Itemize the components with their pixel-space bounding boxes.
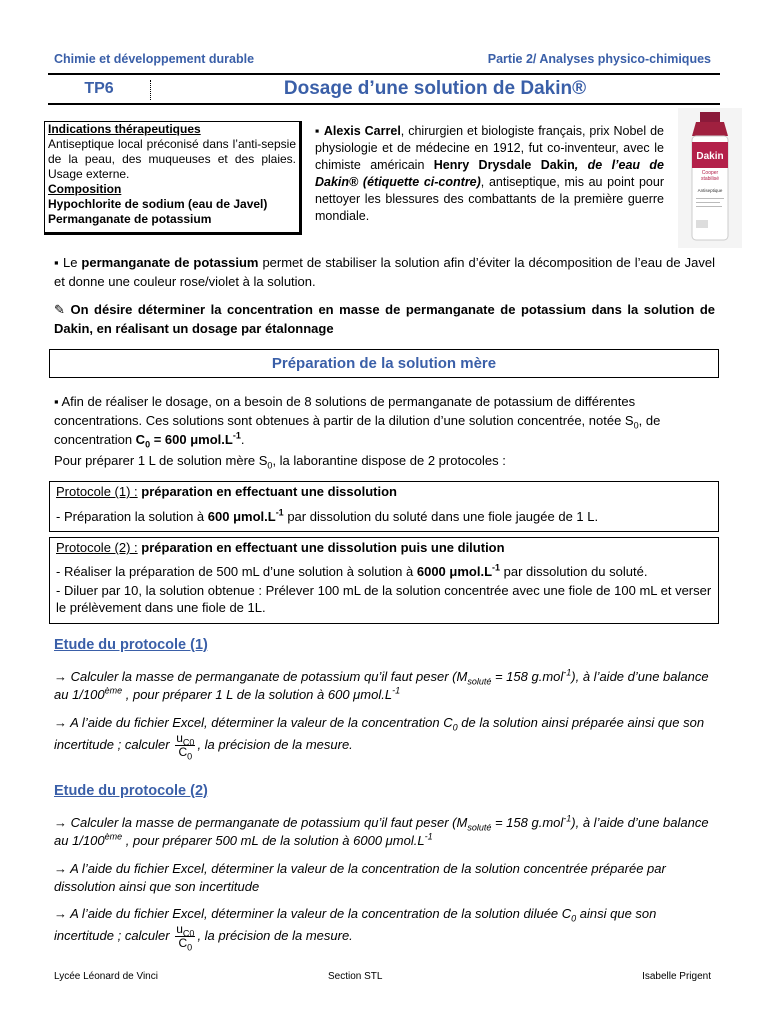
title-top-rule: [48, 73, 720, 75]
info-composition-line1: Hypochlorite de sodium (eau de Javel): [48, 197, 268, 211]
section-preparation-title: Préparation de la solution mère: [271, 355, 497, 372]
protocol1-exp: -1: [275, 507, 284, 518]
etude2-q1-sub: soluté: [467, 822, 492, 833]
bottle-brand: Dakin: [696, 151, 724, 162]
etude2-q1-exp2: -1: [424, 831, 433, 842]
info-heading-indications: Indications thérapeutiques: [48, 122, 201, 136]
pencil-icon: ✎: [54, 302, 65, 317]
frac2-den-sub: 0: [187, 942, 193, 953]
intro-italic: , de l’eau de Dakin® (étiquette ci-contre): [315, 158, 664, 189]
info-heading-composition: Composition: [48, 182, 122, 196]
permanganate-paragraph: [54, 253, 715, 291]
etude2-q1-d: , pour préparer 500 mL de la solution à 6000 μmol.L: [122, 833, 425, 848]
section-preparation-box: [49, 349, 719, 378]
etude1-q1-exp: -1: [563, 667, 572, 678]
etude2-title: Etude du protocole (2): [54, 783, 208, 799]
etude1-fraction: [175, 731, 195, 762]
permanganate-bold: permanganate de potassium: [81, 255, 259, 270]
frac2-num: u: [176, 922, 183, 936]
etude1-q1: [54, 668, 715, 704]
prep-s0-sub: 0: [633, 420, 639, 431]
bottle-sub1: Cooper: [701, 170, 719, 176]
protocol1-box: [49, 481, 719, 532]
etude2-q3: [54, 905, 715, 953]
protocol2-title: préparation en effectuant une dissolution puis une dilution: [137, 540, 505, 555]
prep-text4: , la laborantine dispose de 2 protocoles :: [272, 453, 506, 468]
etude1-q1-a: → Calculer la masse de permanganate de potassium qu’il faut peser (M: [54, 669, 468, 684]
etude1-q1-c: ), à l’aide d’une balance au 1/100: [54, 669, 709, 702]
intro-paragraph: [315, 123, 664, 225]
header-right: Partie 2/ Analyses physico-chimiques: [487, 52, 711, 66]
protocol1-heading: [56, 483, 712, 500]
prep-text2: , de concentration: [54, 413, 661, 447]
protocol1-line: [56, 508, 712, 525]
protocol2-line1-a: - Réaliser la préparation de 500 mL d’une solution à solution à: [56, 564, 417, 579]
etude2-q3-c: , la précision de la mesure.: [197, 927, 353, 943]
bottle-label3: Antiseptique: [697, 188, 723, 193]
prep-text1: ▪ Afin de réaliser le dosage, on a besoin de 8 solutions de permanganate de potassium de différentes concentrations. Ces solutions sont obtenues à partir de la dilution d’une solution concentrée, notée S: [54, 394, 636, 428]
intro-name-dakin: Henry Drysdale Dakin: [433, 158, 575, 172]
protocol1-line-a: - Préparation la solution à: [56, 509, 208, 524]
prep-c0: C: [135, 432, 146, 447]
etude1-q2: [54, 714, 715, 762]
title-bar: [48, 76, 718, 104]
title-bottom-rule: [48, 103, 720, 105]
etude1-q2-a: → A l’aide du fichier Excel, déterminer la valeur de la concentration C: [54, 715, 453, 730]
title-divider: [150, 80, 151, 100]
frac1-num: u: [176, 731, 183, 745]
etude2-q1-sup: ème: [104, 831, 123, 842]
frac2-den: C: [178, 936, 188, 950]
etude2-q1: [54, 814, 715, 850]
footer-center: Section STL: [328, 971, 383, 982]
protocol2-heading: [56, 539, 712, 556]
frac2-num-sub: C0: [182, 928, 195, 939]
prep-c0-value: = 600 μmol.L: [150, 432, 233, 447]
protocol2-line1-c: par dissolution du soluté.: [500, 564, 648, 579]
etude1-q1-d: , pour préparer 1 L de la solution à 600 μmol.L: [122, 687, 393, 702]
intro-bullet: ▪: [315, 124, 320, 138]
header-left: Chimie et développement durable: [54, 52, 255, 66]
intro-name-carrel: Alexis Carrel: [323, 124, 401, 138]
etude1-q1-exp2: -1: [392, 685, 401, 696]
prep-text3: Pour préparer 1 L de solution mère S: [54, 453, 268, 468]
etude1-q1-b: = 158 g.mol: [491, 669, 564, 684]
frac1-den: C: [178, 745, 188, 759]
info-text-indications: Antiseptique local préconisé dans l’anti-sepsie de la peau, des muqueuses et des plaies. Usage externe.: [48, 137, 296, 181]
etude2-q2: → A l’aide du fichier Excel, déterminer la valeur de la concentration de la solution concentrée préparée par dissolution ainsi que son incertitude: [54, 861, 666, 894]
etude2-q3-b: ainsi que son incertitude ; calculer: [54, 906, 657, 943]
etude1-title: Etude du protocole (1): [54, 637, 208, 653]
etude2-q1-a: → Calculer la masse de permanganate de potassium qu’il faut peser (M: [54, 815, 468, 830]
prep-c0-sub: 0: [145, 439, 151, 450]
etude2-fraction: [175, 922, 195, 953]
etude1-q2-c0sub: 0: [452, 722, 458, 733]
frac1-den-sub: 0: [187, 751, 193, 762]
protocol2-line1: [56, 563, 712, 580]
bottle-sub2: stabilisé: [700, 176, 720, 182]
page-title: Dosage d’une solution de Dakin®: [283, 78, 587, 99]
etude2-q1-b: = 158 g.mol: [491, 815, 564, 830]
etude2-q1-c: ), à l’aide d’une balance au 1/100: [54, 815, 709, 848]
footer-right: Isabelle Prigent: [642, 971, 711, 982]
protocol2-line1-b: 6000 μmol.L: [416, 564, 493, 579]
prep-c0-exp: -1: [232, 430, 241, 441]
dakin-bottle-image: [678, 108, 742, 248]
permanganate-text: permet de stabiliser la solution afin d’éviter la décomposition de l’eau de Javel et donne une couleur rose/violet à la solution.: [54, 255, 715, 289]
etude1-q1-sub: soluté: [467, 676, 492, 687]
prep-s0-sub-2: 0: [267, 460, 273, 471]
protocol2-label: Protocole (2) :: [56, 540, 138, 555]
permanganate-bullet: ▪ Le: [54, 255, 82, 270]
prep-end: .: [240, 432, 245, 447]
prep-line-protocols: [54, 451, 715, 470]
protocol1-label: Protocole (1) :: [56, 484, 138, 499]
etude1-q1-sup: ème: [104, 685, 123, 696]
protocol1-line-b: 600 μmol.L: [207, 509, 276, 524]
etude2-q3-c0sub: 0: [571, 913, 577, 924]
protocol1-title: préparation en effectuant une dissolution: [137, 484, 397, 499]
etude1-q2-b: de la solution ainsi préparée ainsi que son incertitude ; calculer: [54, 715, 705, 752]
intro-text1: , chirurgien et biologiste français, prix Nobel de physiologie et de médecine en 1912, fut co-inventeur, avec le chimiste américain: [315, 124, 665, 172]
protocol1-line-c: par dissolution du soluté dans une fiole jaugée de 1 L.: [283, 509, 599, 524]
protocol2-exp: -1: [492, 562, 501, 573]
etude1-q2-c: , la précision de la mesure.: [197, 736, 353, 752]
etude2-q3-a: → A l’aide du fichier Excel, déterminer la valeur de la concentration de la solution diluée C: [54, 906, 572, 921]
prep-paragraph: [54, 392, 715, 449]
protocol2-line2: - Diluer par 10, la solution obtenue : Prélever 100 mL de la solution concentrée avec une fiole de 100 mL et verser le prélèvement dans une fiole de 1L.: [56, 583, 712, 615]
etude2-q1-exp: -1: [563, 813, 572, 824]
goal-paragraph: [54, 300, 715, 338]
intro-text2: , antiseptique, mis au point pour nettoyer les blessures des combattants de la première guerre mondiale.: [315, 175, 664, 223]
footer-left: Lycée Léonard de Vinci: [54, 971, 158, 982]
protocol2-box: [49, 537, 719, 624]
frac1-num-sub: C0: [182, 737, 195, 748]
tp-code: TP6: [84, 80, 114, 97]
goal-text: On désire déterminer la concentration en masse de permanganate de potassium dans la solution de Dakin, en réalisant un dosage par étalonnage: [54, 302, 716, 336]
info-composition-line2: Permanganate de potassium: [48, 212, 212, 226]
info-box: [44, 121, 302, 235]
